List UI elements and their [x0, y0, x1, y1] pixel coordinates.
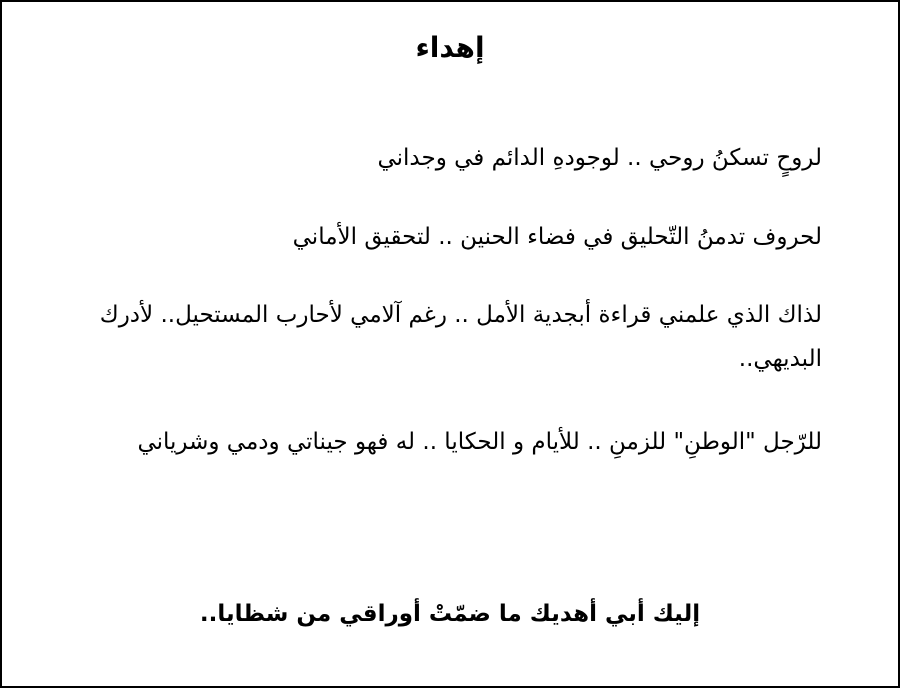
closing-line: إليك أبي أهديك ما ضمّتْ أوراقي من شظايا.. — [199, 601, 701, 627]
dedication-line-2: لحروف تدمنُ التّحليق في فضاء الحنين .. لتحقيق الأماني — [292, 224, 822, 250]
dedication-line-4: للرّجل "الوطنِ" للزمنِ .. للأيام و الحكايا .. له فهو جيناتي ودمي وشرياني — [137, 429, 822, 455]
dedication-line-1: لروحٍ تسكنُ روحي .. لوجودهِ الدائم في وجداني — [377, 145, 822, 171]
dedication-line-3: لذاك الذي علمني قراءة أبجدية الأمل .. رغم آلامي لأحارب المستحيل.. لأدرك البديهي.. — [99, 302, 822, 372]
page-title: إهداء — [415, 31, 485, 64]
